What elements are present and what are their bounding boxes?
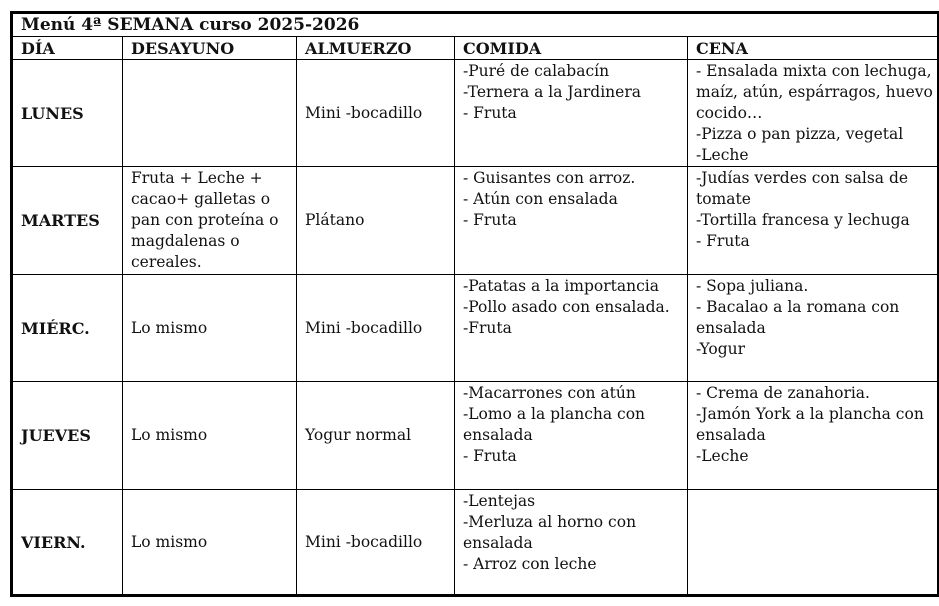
lunch-cell: [455, 167, 688, 275]
dinner-item: -Leche: [696, 447, 749, 465]
snack-cell: Yogur normal: [297, 382, 455, 490]
table-row: [12, 382, 939, 490]
lunch-item: -Patatas a la importancia: [463, 277, 659, 295]
lunch-cell: [455, 275, 688, 382]
dinner-item: ensalada: [696, 426, 766, 444]
lunch-item: -Lentejas: [463, 492, 536, 510]
lunch-item: -Pollo asado con ensalada.: [463, 298, 670, 316]
header-lunch: COMIDA: [455, 37, 688, 60]
lunch-item: -Ternera a la Jardinera: [463, 83, 641, 101]
table-row: [12, 275, 939, 382]
day-cell: LUNES: [12, 60, 123, 167]
dinner-item: - Sopa juliana.: [696, 277, 809, 295]
lunch-item: - Fruta: [463, 447, 517, 465]
dinner-item: - Crema de zanahoria.: [696, 384, 870, 402]
menu-title: Menú 4ª SEMANA curso 2025-2026: [12, 13, 939, 37]
dinner-item: -Pizza o pan pizza, vegetal: [696, 125, 904, 143]
weekly-menu-table: [10, 11, 939, 597]
lunch-item: ensalada: [463, 534, 533, 552]
lunch-cell: [455, 60, 688, 167]
snack-cell: Plátano: [297, 167, 455, 275]
dinner-cell: [688, 275, 939, 382]
breakfast-cell: [123, 167, 297, 275]
lunch-item: -Fruta: [463, 319, 512, 337]
breakfast-cell: Lo mismo: [123, 382, 297, 490]
snack-cell: Mini -bocadillo: [297, 275, 455, 382]
lunch-item: -Lomo a la plancha con: [463, 405, 646, 423]
header-breakfast: DESAYUNO: [123, 37, 297, 60]
lunch-item: - Fruta: [463, 104, 517, 122]
breakfast-item: magdalenas o: [131, 232, 240, 250]
dinner-item: - Bacalao a la romana con: [696, 298, 900, 316]
breakfast-cell: Lo mismo: [123, 490, 297, 596]
day-cell: MIÉRC.: [12, 275, 123, 382]
dinner-cell: [688, 490, 939, 596]
breakfast-item: cereales.: [131, 253, 202, 271]
table-row: [12, 490, 939, 596]
header-row: [12, 37, 939, 60]
dinner-item: -Yogur: [696, 340, 746, 358]
lunch-item: - Atún con ensalada: [463, 190, 618, 208]
lunch-item: -Merluza al horno con: [463, 513, 637, 531]
breakfast-cell: [123, 60, 297, 167]
day-cell: JUEVES: [12, 382, 123, 490]
lunch-cell: [455, 382, 688, 490]
breakfast-cell: Lo mismo: [123, 275, 297, 382]
dinner-item: -Leche: [696, 146, 749, 164]
breakfast-item: Fruta + Leche +: [131, 169, 263, 187]
dinner-item: tomate: [696, 190, 751, 208]
dinner-item: - Ensalada mixta con lechuga,: [696, 62, 932, 80]
lunch-item: -Puré de calabacín: [463, 62, 610, 80]
lunch-item: -Macarrones con atún: [463, 384, 636, 402]
snack-cell: Mini -bocadillo: [297, 60, 455, 167]
header-snack: ALMUERZO: [297, 37, 455, 60]
table-row: [12, 167, 939, 275]
snack-cell: Mini -bocadillo: [297, 490, 455, 596]
lunch-item: ensalada: [463, 426, 533, 444]
dinner-item: maíz, atún, espárragos, huevo: [696, 83, 933, 101]
dinner-cell: [688, 382, 939, 490]
breakfast-item: cacao+ galletas o: [131, 190, 271, 208]
dinner-item: -Tortilla francesa y lechuga: [696, 211, 910, 229]
table-row: [12, 60, 939, 167]
lunch-item: - Arroz con leche: [463, 555, 597, 573]
dinner-item: -Judías verdes con salsa de: [696, 169, 909, 187]
breakfast-item: pan con proteína o: [131, 211, 279, 229]
dinner-item: cocido…: [696, 104, 763, 122]
lunch-item: - Fruta: [463, 211, 517, 229]
header-dinner: CENA: [688, 37, 939, 60]
dinner-item: - Fruta: [696, 232, 750, 250]
lunch-item: - Guisantes con arroz.: [463, 169, 636, 187]
dinner-item: ensalada: [696, 319, 766, 337]
day-cell: MARTES: [12, 167, 123, 275]
dinner-cell: [688, 167, 939, 275]
lunch-cell: [455, 490, 688, 596]
dinner-item: -Jamón York a la plancha con: [696, 405, 924, 423]
header-day: DÍA: [12, 37, 123, 60]
dinner-cell: [688, 60, 939, 167]
day-cell: VIERN.: [12, 490, 123, 596]
